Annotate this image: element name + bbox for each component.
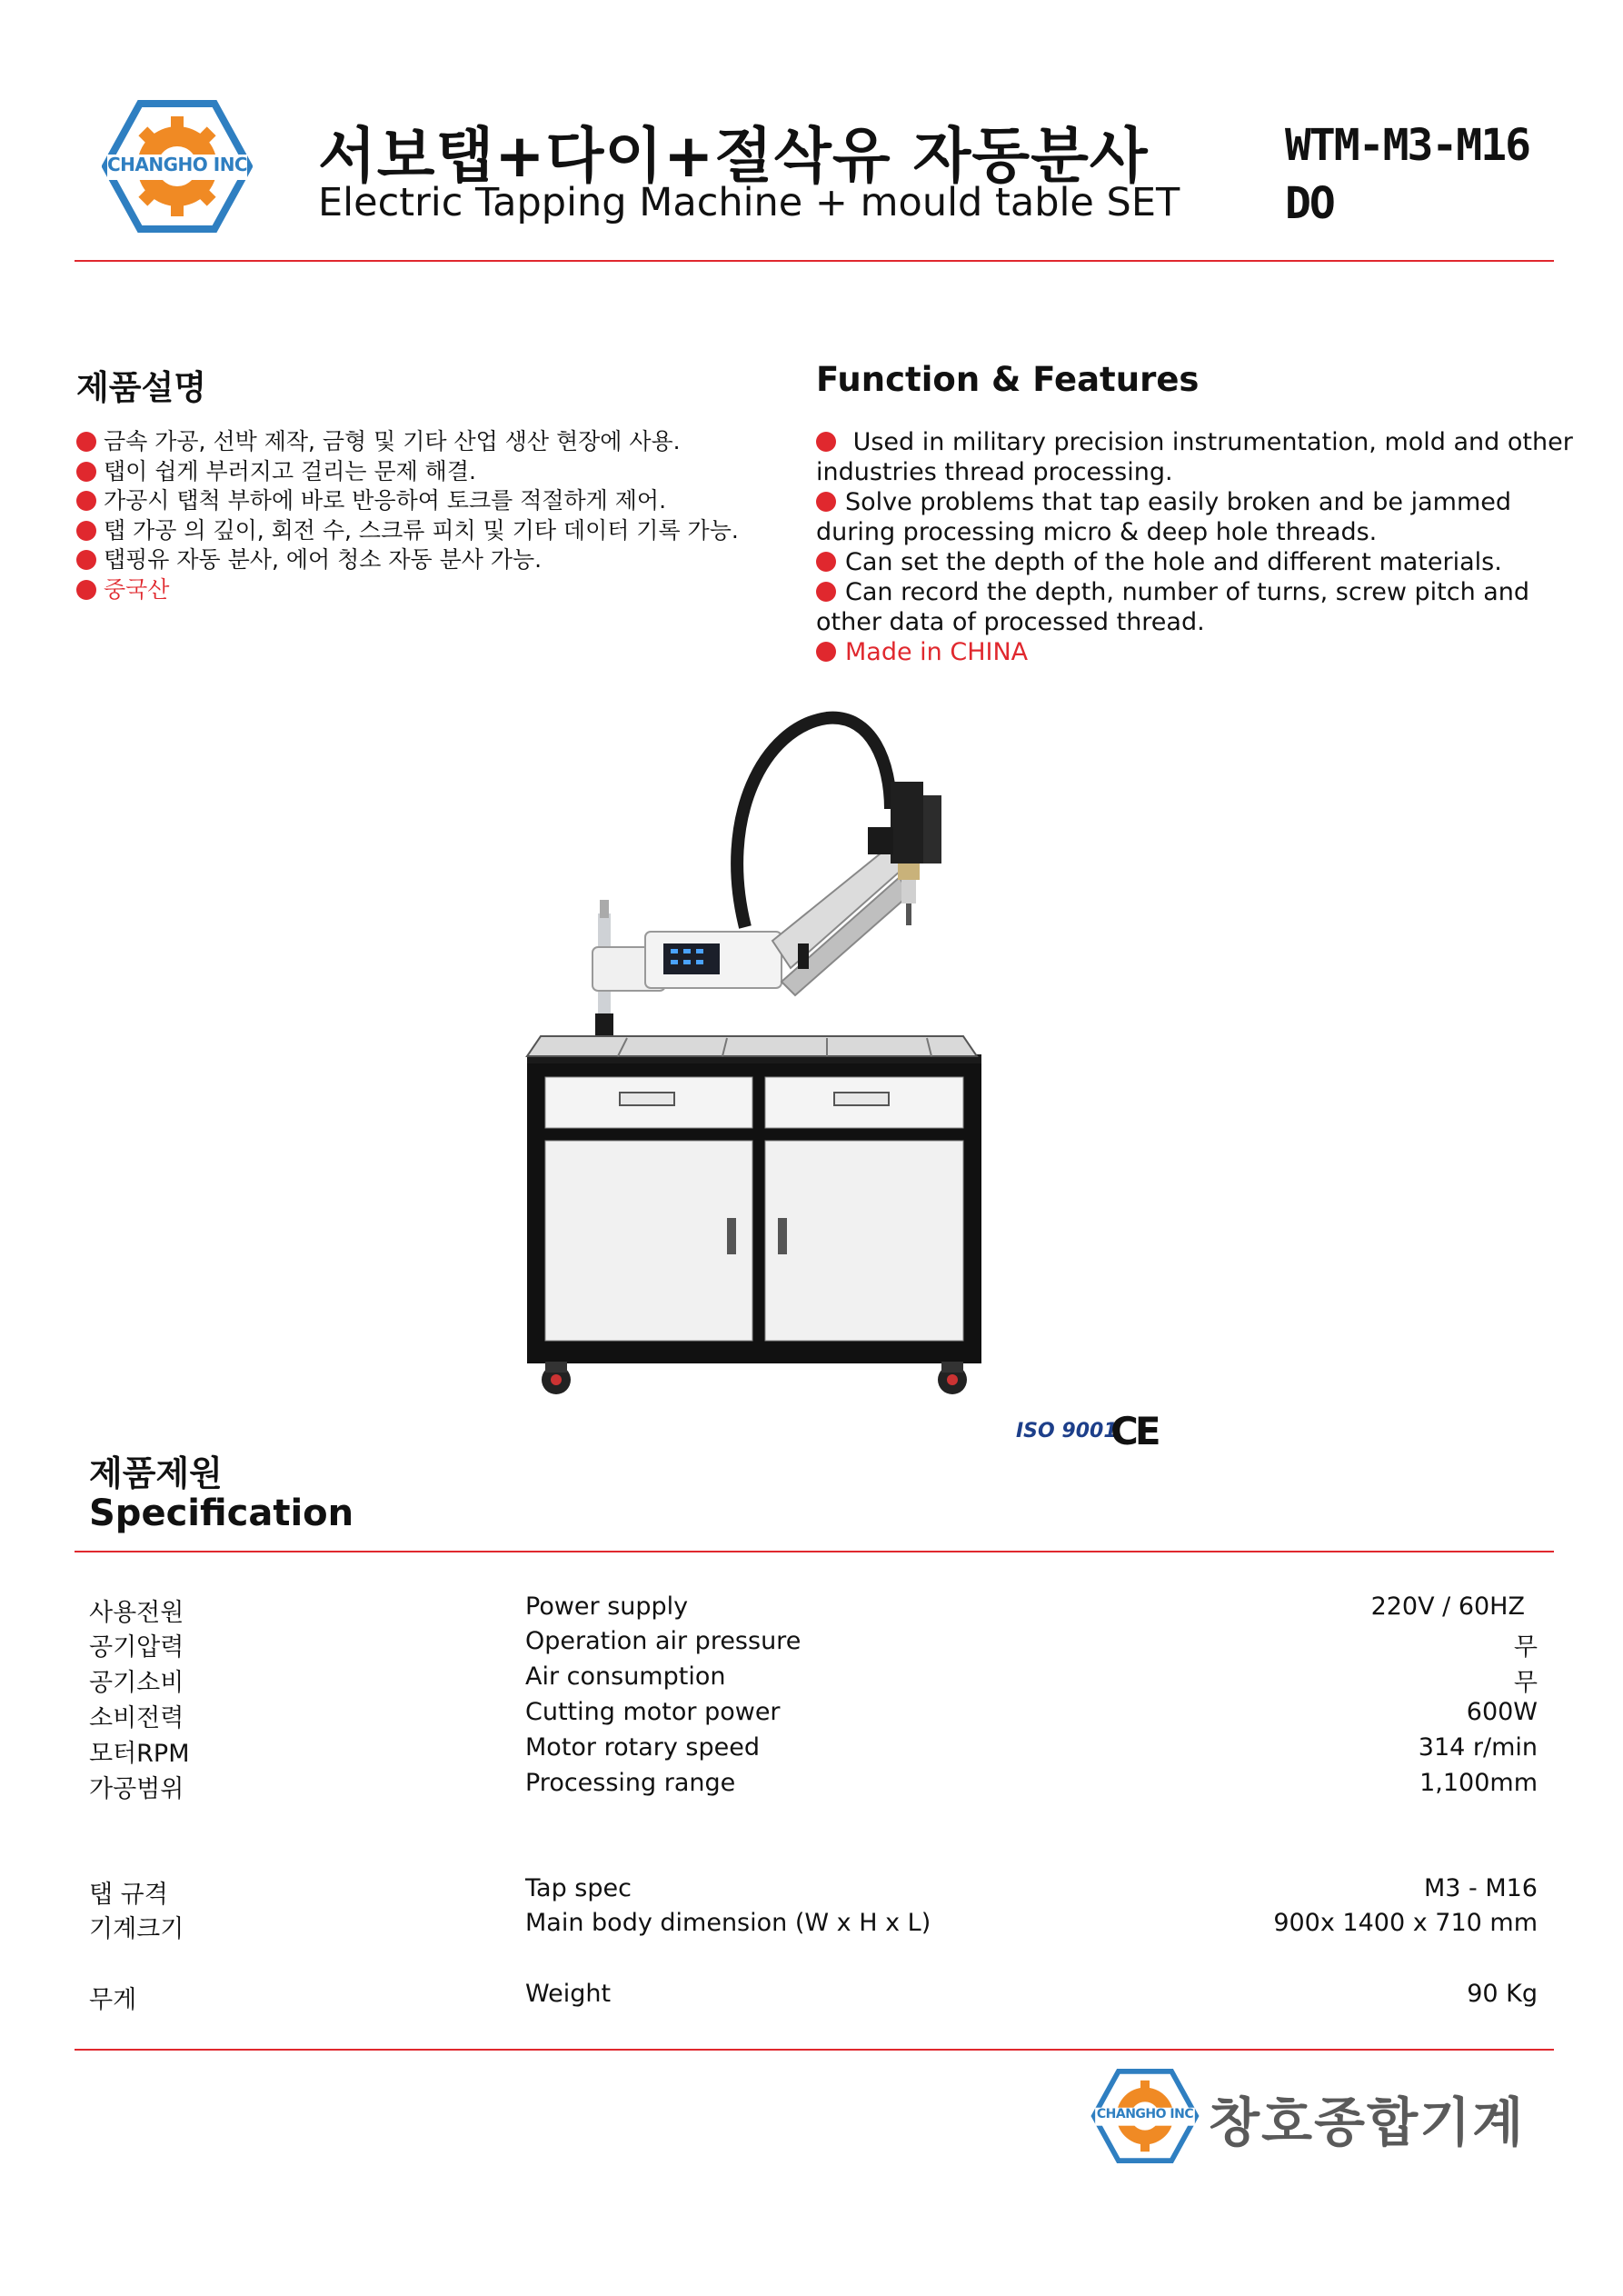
list-item: 탭핑유 자동 분사, 에어 청소 자동 분사 가능. [76, 545, 739, 575]
spec-label-english: Cutting motor power [525, 1698, 781, 1726]
spec-label-english: Motor rotary speed [525, 1733, 760, 1762]
spec-label-korean: 기계크기 [89, 1915, 184, 1943]
list-item: 탭이 쉽게 부러지고 걸리는 문제 해결. [76, 457, 739, 487]
spec-label-english: Weight [525, 1980, 612, 2008]
spec-value: M3 - M16 [1423, 1874, 1538, 1902]
features-line-7: other data of processed thread. [816, 608, 1205, 636]
origin-english: Made in CHINA [816, 637, 1561, 667]
origin-korean: 중국산 [76, 575, 739, 605]
list-item: 금속 가공, 선박 제작, 금형 및 기타 산업 생산 현장에 사용. [76, 427, 739, 457]
spec-value: 90 Kg [1467, 1980, 1538, 2008]
list-item: 탭 가공 의 깊이, 회전 수, 스크류 피치 및 기타 데이터 기록 가능. [76, 516, 739, 546]
spec-label-korean: 탭 규격 [89, 1881, 168, 1909]
product-image [509, 709, 1000, 1454]
bullet-icon [816, 552, 836, 572]
table-row [89, 1592, 1538, 1627]
spec-label-korean: 무게 [89, 1986, 137, 2014]
table-row [89, 1627, 1538, 1662]
table-row [89, 1874, 1538, 1909]
spec-label-english: Air consumption [525, 1662, 726, 1691]
product-title-english: Electric Tapping Machine + mould table SET [318, 180, 1180, 225]
bullet-icon [816, 492, 836, 512]
features-line-6: Can record the depth, number of turns, screw pitch and [816, 577, 1561, 607]
spec-label-english: Operation air pressure [525, 1627, 802, 1655]
header-divider [75, 260, 1554, 262]
spec-value: 900x 1400 x 710 mm [1273, 1909, 1538, 1937]
spec-top-divider [75, 1551, 1554, 1552]
footer-logo [1090, 2069, 1200, 2163]
model-suffix: DO [1285, 178, 1334, 229]
spec-value: 1,100mm [1419, 1769, 1538, 1797]
spec-label-korean: 모터RPM [89, 1740, 190, 1768]
footer-company-name: 창호종합기계 [1209, 2091, 1526, 2153]
header-logo [102, 100, 253, 233]
spec-label-korean: 공기압력 [89, 1633, 184, 1662]
iso-certification-badge: ISO 9001 [1016, 1420, 1118, 1442]
features-line-5: Can set the depth of the hole and different materials. [816, 547, 1561, 577]
logo-text: CHANGHO INC [1096, 2107, 1194, 2121]
table-row [89, 1909, 1538, 1943]
tapping-machine-illustration [509, 709, 1000, 1454]
spec-value: 220V / 60HZ [1370, 1592, 1525, 1621]
spec-label-korean: 공기소비 [89, 1669, 184, 1697]
ce-mark: CE [1110, 1409, 1158, 1453]
spec-label-korean: 소비전력 [89, 1704, 184, 1732]
features-list-english [816, 427, 1573, 667]
spec-label-korean: 가공범위 [89, 1775, 184, 1803]
spec-label-english: Main body dimension (W x H x L) [525, 1909, 931, 1937]
spec-value: 무 [1513, 1633, 1538, 1662]
table-row [89, 1980, 1538, 2014]
table-row [89, 1769, 1538, 1803]
spec-value: 무 [1513, 1669, 1538, 1697]
spec-label-english: Power supply [525, 1592, 689, 1621]
table-row [89, 1662, 1538, 1697]
spec-label-english: Processing range [525, 1769, 736, 1797]
features-line-1: Used in military precision instrumentation, mold and other [816, 427, 1561, 457]
bullet-icon [816, 642, 836, 662]
table-row [89, 1698, 1538, 1732]
spec-heading-english: Specification [89, 1492, 354, 1534]
spec-bottom-divider [75, 2049, 1554, 2051]
spec-value: 600W [1466, 1698, 1538, 1726]
product-title-korean: 서보탭+다이+절삭유 자동분사 [318, 121, 1149, 191]
features-line-4: during processing micro & deep hole threads. [816, 518, 1378, 546]
description-list-korean [76, 427, 739, 604]
bullet-icon [816, 432, 836, 452]
bullet-icon [816, 582, 836, 602]
spec-label-english: Tap spec [525, 1874, 632, 1902]
list-item: 가공시 탭척 부하에 바로 반응하여 토크를 적절하게 제어. [76, 486, 739, 516]
spec-label-korean: 사용전원 [89, 1599, 184, 1627]
model-number: WTM-M3-M16 [1285, 120, 1529, 171]
logo-text: CHANGHO INC [107, 154, 248, 175]
table-row [89, 1733, 1538, 1768]
features-line-2: industries thread processing. [816, 458, 1173, 486]
spec-value: 314 r/min [1418, 1733, 1538, 1762]
description-heading-korean: 제품설명 [76, 368, 206, 407]
features-line-3: Solve problems that tap easily broken and be jammed [816, 487, 1561, 517]
features-heading-english: Function & Features [816, 360, 1200, 399]
spec-heading-korean: 제품제원 [89, 1453, 223, 1493]
